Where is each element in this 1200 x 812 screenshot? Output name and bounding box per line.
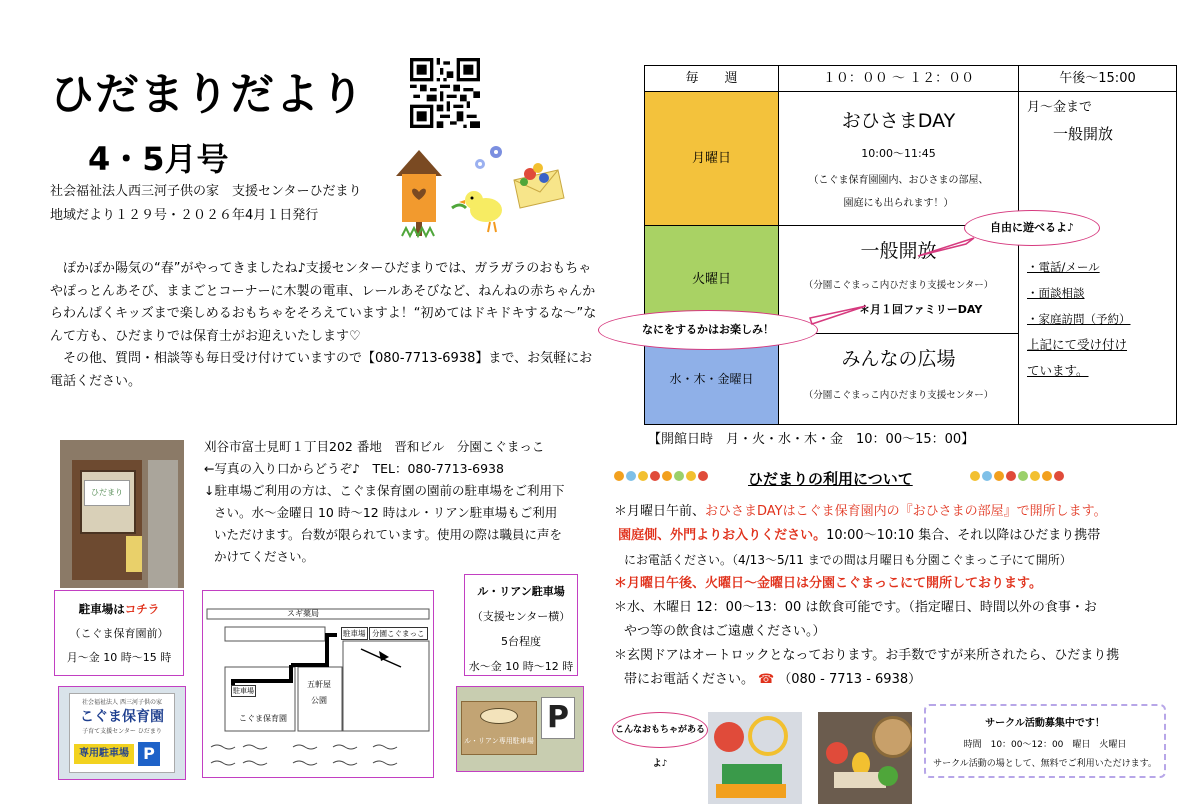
entrance-photo [60, 440, 184, 588]
tuesday-title: 一般開放 [860, 240, 937, 262]
service-note: ています。 [1027, 363, 1089, 378]
usage-l1a: ＊月曜日午前、 [614, 504, 706, 519]
usage-l1b: おひさまDAYはこぐま保育園内の『おひさまの部屋』で [705, 504, 1030, 519]
callout-surprise: なにをするかはお楽しみ！ [598, 310, 818, 350]
map-parking2-label: 駐車場 [233, 687, 254, 695]
map-parking-label: 駐車場 [343, 629, 366, 638]
map-branch-label: 分園こぐまっこ [369, 627, 428, 640]
sched-header-week: 毎 週 [645, 66, 779, 92]
parking-line: いただけます。台数が限られています。使用の際は職員に声を [214, 527, 563, 542]
intro-text [50, 258, 600, 393]
parking-box-hours: 月～金 10 時～15 時 [66, 651, 172, 664]
parking-p-icon: P [138, 742, 160, 766]
map-nursery: こぐま保育園 [239, 714, 287, 723]
usage-line: ＊月曜日午後、火曜日～金曜日は分園こぐまっこにて開所しております。 [614, 576, 1042, 591]
sched-header-afternoon: 午後～15:00 [1019, 66, 1176, 92]
sign-org: 社会福祉法人 西三河子供の家 [82, 699, 162, 706]
access-map[interactable] [202, 590, 434, 778]
parking-sign-photo [58, 686, 186, 780]
bird-icon [452, 191, 502, 232]
usage-line: やつ等の飲食はご遠慮ください。） [624, 624, 826, 639]
afternoon-column [1019, 92, 1176, 424]
parking-line: さい。水～金曜日 10 時～12 時はル・リアン駐車場もご利用 [214, 505, 558, 520]
lilian-p-icon: P [541, 697, 575, 739]
sign-center: 子育て支援センター ひだまり [82, 728, 162, 735]
lilian-sign-label: ル・リアン専用駐車場 [464, 737, 534, 745]
usage-l2b: 10:00～10:10 集合、それ以降はひだまり携帯 [826, 528, 1101, 543]
usage-line [614, 524, 1180, 548]
day-monday: 月曜日 [645, 92, 779, 226]
monday-title: おひさまDAY [841, 110, 956, 132]
tuesday-note: （分園こぐまっこ内ひだまり支援センター） [803, 280, 994, 291]
lilian-parking-box [464, 574, 578, 676]
afternoon-services [1027, 254, 1131, 384]
qr-code-icon[interactable] [410, 58, 480, 128]
monday-time: 10:00～11:45 [861, 147, 936, 160]
issue-number: 4・5月号 [88, 140, 229, 178]
monday-program [779, 92, 1019, 226]
callout-toys: こんなおもちゃがあるよ♪ [612, 712, 708, 748]
contact-paragraph: その他、質問・相談等も毎日受け付けていますので【080-7713-6938】まで、お気軽にお電話ください。 [50, 351, 593, 389]
toy-photo-1 [708, 712, 802, 804]
circle-title: サークル活動募集中です！ [985, 718, 1105, 729]
newsletter-title: ひだまりだより [50, 69, 365, 120]
flower-decoration-right [970, 466, 1066, 485]
monday-note: 園庭にも出られます！） [843, 198, 954, 209]
parking-box-sub: （こぐま保育園前） [69, 627, 169, 640]
parking-box-title [55, 601, 183, 617]
spring-illustration [392, 140, 572, 240]
phone-icon: ☎ [758, 672, 775, 687]
usage-l1c: 開所します。 [1029, 504, 1107, 519]
usage-line: にお電話ください。（4/13～5/11 までの間は月曜日も分園こぐまっこ子にて開所） [624, 553, 1072, 567]
map-park [307, 677, 331, 709]
usage-title: ひだまりの利用について [748, 470, 913, 488]
usage-info [614, 500, 1180, 692]
monday-note: （こぐま保育園園内、おひさまの部屋、 [808, 175, 989, 186]
issue-date: 地域だより１２９号・２０２６年4月１日発行 [50, 208, 319, 223]
wed-fri-program [779, 334, 1019, 424]
flower-decoration-left [614, 466, 710, 485]
usage-line: ＊玄関ドアはオートロックとなっております。お手数ですが来所されたら、ひだまり携 [614, 648, 1120, 663]
parking-box-title-prefix: 駐車場は [78, 602, 125, 616]
lilian-sub: （支援センター横） [471, 610, 571, 623]
birdhouse-icon [396, 150, 442, 236]
parking-line: ↓駐車場ご利用の方は、こぐま保育園の園前の駐車場をご利用下 [204, 483, 565, 498]
lilian-photo [456, 686, 584, 772]
circle-note: サークル活動の場として、無料でご利用いただけます。 [933, 759, 1157, 769]
sched-header-morning: １０：００ ～ １２：００ [779, 66, 1019, 92]
usage-l8: 帯にお電話ください。 [624, 672, 755, 687]
wed-fri-note: （分園こぐまっこ内ひだまり支援センター） [803, 390, 994, 401]
sign-nursery: こぐま保育園 [80, 709, 164, 725]
entrance-line: ←写真の入り口からどうぞ♪ TEL：080-7713-6938 [204, 461, 504, 476]
afternoon-days: 月～金まで [1027, 100, 1093, 115]
circle-time: 時間 10：00～12：00 曜日 火曜日 [963, 740, 1127, 750]
map-park-line2: 公園 [311, 696, 327, 705]
usage-l2a: 園庭側、外門よりお入りください。 [618, 528, 827, 543]
entrance-sign: ひだまり [84, 480, 130, 506]
circle-recruitment [924, 704, 1166, 778]
lilian-sign [461, 701, 537, 755]
opening-hours: 【開館日時 月・火・水・木・金 10：00～15：00】 [648, 432, 975, 447]
day-tuesday: 火曜日 [645, 226, 779, 334]
lilian-title: ル・リアン駐車場 [477, 585, 565, 598]
org-name: 社会福祉法人西三河子供の家 支援センターひだまり [50, 184, 362, 199]
intro-paragraph: ぽかぽか陽気の“春”がやってきましたね♪支援センターひだまりでは、ガラガラのおもちゃやぽっとんあそび、ままごとコーナーに木製の電車、レールあそびなど、ねんねの赤ちゃんからわんぱくキッズまで楽しめるおもちゃをそろえていますよ！“初めてはドキドキするな～”なんて方も、ひだまりでは保育士がお迎えいたします♡ [50, 261, 597, 344]
service-phone: ・電話/メール [1027, 260, 1100, 274]
service-note: 上記にて受け付け [1027, 337, 1128, 352]
usage-line [614, 500, 1180, 524]
service-visit: ・家庭訪問（予約） [1027, 312, 1131, 326]
parking-line: かけてください。 [214, 549, 315, 564]
usage-line: ＊水、木曜日 12：00～13：00 は飲食可能です。（指定曜日、時間以外の食事・お [614, 600, 1097, 615]
usage-line [614, 668, 1180, 692]
address-line: 刈谷市富士見町１丁目202 番地 晋和ビル 分園こぐまっこ [204, 439, 545, 454]
callout-tail [916, 236, 976, 260]
lilian-count: 5台程度 [501, 635, 541, 648]
family-day: ＊月１回ファミリーDAY [859, 303, 983, 316]
service-interview: ・面談相談 [1027, 286, 1085, 300]
map-pharmacy: スギ薬局 [287, 609, 319, 618]
callout-tail [808, 302, 868, 326]
parking-box-title-here: コチラ [124, 602, 160, 616]
day-wed-fri: 水・木・金曜日 [645, 334, 779, 424]
phone-number[interactable]: （080 - 7713 - 6938） [778, 672, 922, 687]
schedule-table [644, 65, 1177, 425]
sign-parking: 専用駐車場 [74, 744, 134, 764]
toy-photo-2 [818, 712, 912, 804]
afternoon-open: 一般開放 [1053, 125, 1114, 143]
access-info [204, 436, 584, 568]
publisher-info [50, 180, 361, 228]
wed-fri-title: みんなの広場 [841, 348, 956, 370]
map-park-line1: 五軒屋 [307, 680, 331, 689]
parking-box [54, 590, 184, 676]
parking-sign [69, 693, 175, 773]
lilian-hours: 水～金 10 時～12 時 [468, 660, 574, 673]
callout-free-play: 自由に遊べるよ♪ [964, 210, 1100, 246]
